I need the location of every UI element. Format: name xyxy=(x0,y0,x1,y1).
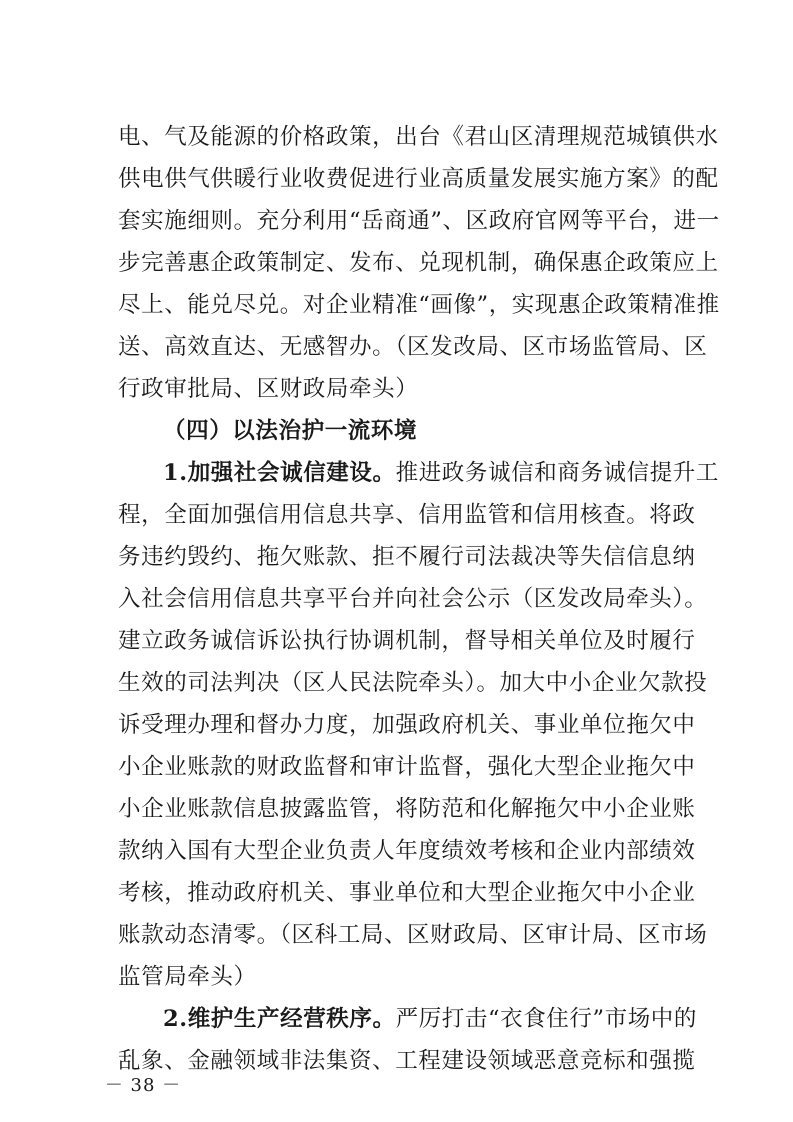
body-text-line: 诉受理办理和督办力度，加强政府机关、事业单位拖欠中 xyxy=(118,712,696,738)
item2-first-line-text: 严厉打击“衣食住行”市场中的 xyxy=(395,1006,697,1032)
body-text-line: 送、高效直达、无感智办。（区发改局、区市场监管局、区 xyxy=(118,334,708,360)
page-number: － 38 － xyxy=(104,1075,182,1096)
item1-title: 1.加强社会诚信建设。 xyxy=(163,460,396,486)
item2-title: 2.维护生产经营秩序。 xyxy=(163,1006,396,1032)
body-text-line: 监管局牵头） xyxy=(118,964,257,990)
body-text-line: 乱象、金融领域非法集资、工程建设领域恶意竞标和强揽 xyxy=(118,1048,696,1074)
body-text-line: 考核，推动政府机关、事业单位和大型企业拖欠中小企业 xyxy=(118,880,696,906)
body-text-line: 务违约毁约、拖欠账款、拒不履行司法裁决等失信信息纳 xyxy=(118,544,696,570)
item1-first-line-text: 推进政务诚信和商务诚信提升工 xyxy=(395,460,719,486)
body-text-line: 尽上、能兑尽兑。对企业精准“画像”，实现惠企政策精准推 xyxy=(118,292,720,318)
body-text-line: 账款动态清零。（区科工局、区财政局、区审计局、区市场 xyxy=(118,922,708,948)
body-text-line: 供电供气供暖行业收费促进行业高质量发展实施方案》的配 xyxy=(118,166,719,192)
item1-first-line xyxy=(163,453,719,493)
body-text-line: 行政审批局、区财政局牵头） xyxy=(118,376,419,402)
body-text-line: 入社会信用信息共享平台并向社会公示（区发改局牵头）。 xyxy=(118,586,708,612)
body-text-line: 程，全面加强信用信息共享、信用监管和信用核查。将政 xyxy=(118,502,696,528)
body-text-line: 建立政务诚信诉讼执行协调机制，督导相关单位及时履行 xyxy=(118,628,696,654)
body-text-line: 电、气及能源的价格政策，出台《君山区清理规范城镇供水 xyxy=(118,124,719,150)
body-text-line: 款纳入国有大型企业负责人年度绩效考核和企业内部绩效 xyxy=(118,838,696,864)
body-text-line: 步完善惠企政策制定、发布、兑现机制，确保惠企政策应上 xyxy=(118,250,719,276)
body-text-line: 小企业账款的财政监督和审计监督，强化大型企业拖欠中 xyxy=(118,754,696,780)
item2-first-line xyxy=(163,999,697,1039)
body-text-line: 小企业账款信息披露监管，将防范和化解拖欠中小企业账 xyxy=(118,796,696,822)
body-text-line: 套实施细则。充分利用“岳商通”、区政府官网等平台，进一 xyxy=(118,208,720,234)
section-heading: （四）以法治护一流环境 xyxy=(163,418,418,444)
body-text-line: 生效的司法判决（区人民法院牵头）。加大中小企业欠款投 xyxy=(118,670,708,696)
